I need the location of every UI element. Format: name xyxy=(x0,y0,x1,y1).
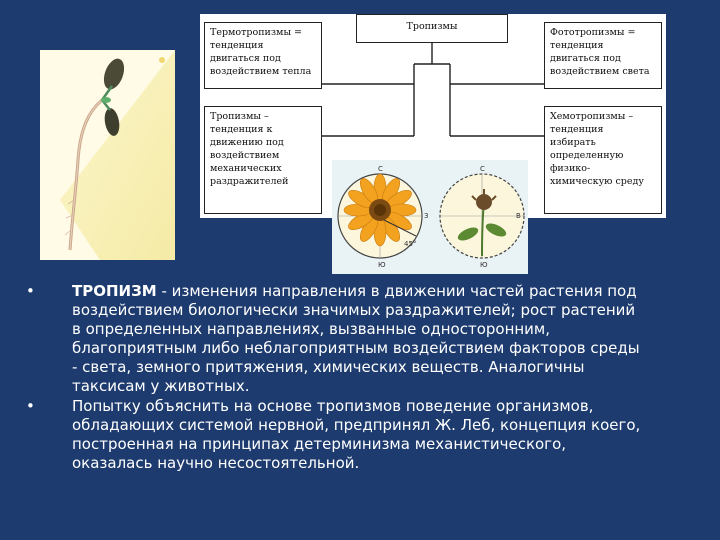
diagram-thermotropism-box xyxy=(204,22,322,89)
label-west: З xyxy=(424,212,429,220)
diagram-mech-line: тенденция к xyxy=(210,124,273,135)
label-north-right: С xyxy=(480,165,485,173)
diagram-mech-line: движению под xyxy=(210,137,284,148)
bullet-line: обладающих системой нервной, предпринял Ж. Леб, концепция коего, xyxy=(72,416,641,434)
diagram-thermo-line: тенденция xyxy=(210,40,264,51)
diagram-chem-line: определенную xyxy=(550,150,624,161)
bullet-item-tropism xyxy=(26,282,698,396)
diagram-photo-line: Фототропизмы = xyxy=(550,27,636,38)
diagram-mech-line: механических xyxy=(210,163,282,174)
diagram-mech-line: Тропизмы – xyxy=(210,111,269,122)
diagram-thermo-line: двигаться под xyxy=(210,53,281,64)
diagram-chemotropism-box xyxy=(544,106,662,214)
diagram-mech-line: воздействием xyxy=(210,150,280,161)
bullet-line: оказалась научно несостоятельной. xyxy=(72,454,360,472)
seedling-phototropism-image xyxy=(40,50,175,260)
bullet-line: - света, земного притяжения, химических веществ. Аналогичны xyxy=(72,358,585,376)
bullet-line xyxy=(72,282,698,301)
diagram-thermo-line: Термотропизмы = xyxy=(210,27,302,38)
diagram-photo-line: тенденция xyxy=(550,40,604,51)
bullet-line: благоприятным либо неблагоприятным воздействием факторов среды xyxy=(72,339,640,357)
diagram-photo-line: двигаться под xyxy=(550,53,621,64)
diagram-chem-line: химическую среду xyxy=(550,176,644,187)
diagram-mech-line: раздражителей xyxy=(210,176,289,187)
label-angle: 45° xyxy=(404,240,417,248)
label-south-right: Ю xyxy=(480,261,488,269)
diagram-chem-line: тенденция xyxy=(550,124,604,135)
bullet-marker: • xyxy=(26,397,35,415)
label-north-left: С xyxy=(378,165,383,173)
bullet-line: в определенных направлениях, вызванные односторонним, xyxy=(72,320,551,338)
bullet-item-loeb xyxy=(26,397,698,473)
bullet-line: Попытку объяснить на основе тропизмов поведение организмов, xyxy=(72,397,594,415)
diagram-phototropism-box xyxy=(544,22,662,89)
bullet-marker: • xyxy=(26,282,35,300)
sunflower-heliotropism-image xyxy=(332,160,528,274)
bullet-line: воздействием биологически значимых раздражителей; рост растений xyxy=(72,301,636,319)
diagram-mechanotropism-box xyxy=(204,106,322,214)
bullet-line: построенная на принципах детерминизма механистического, xyxy=(72,435,567,453)
bullet-line: таксисам у животных. xyxy=(72,377,250,395)
diagram-chem-line: избирать xyxy=(550,137,596,148)
diagram-chem-line: Хемотропизмы – xyxy=(550,111,634,122)
bullet-list xyxy=(26,282,698,474)
bullet-line-text: - изменения направления в движении частей растения под xyxy=(156,282,637,300)
diagram-chem-line: физико- xyxy=(550,163,591,174)
diagram-center-label: Тропизмы xyxy=(406,21,458,32)
term-tropism: ТРОПИЗМ xyxy=(72,282,157,300)
label-south-left: Ю xyxy=(378,261,386,269)
diagram-thermo-line: воздействием тепла xyxy=(210,66,312,77)
label-east: В xyxy=(516,212,521,220)
diagram-photo-line: воздействием света xyxy=(550,66,650,77)
diagram-center-box xyxy=(356,14,508,43)
